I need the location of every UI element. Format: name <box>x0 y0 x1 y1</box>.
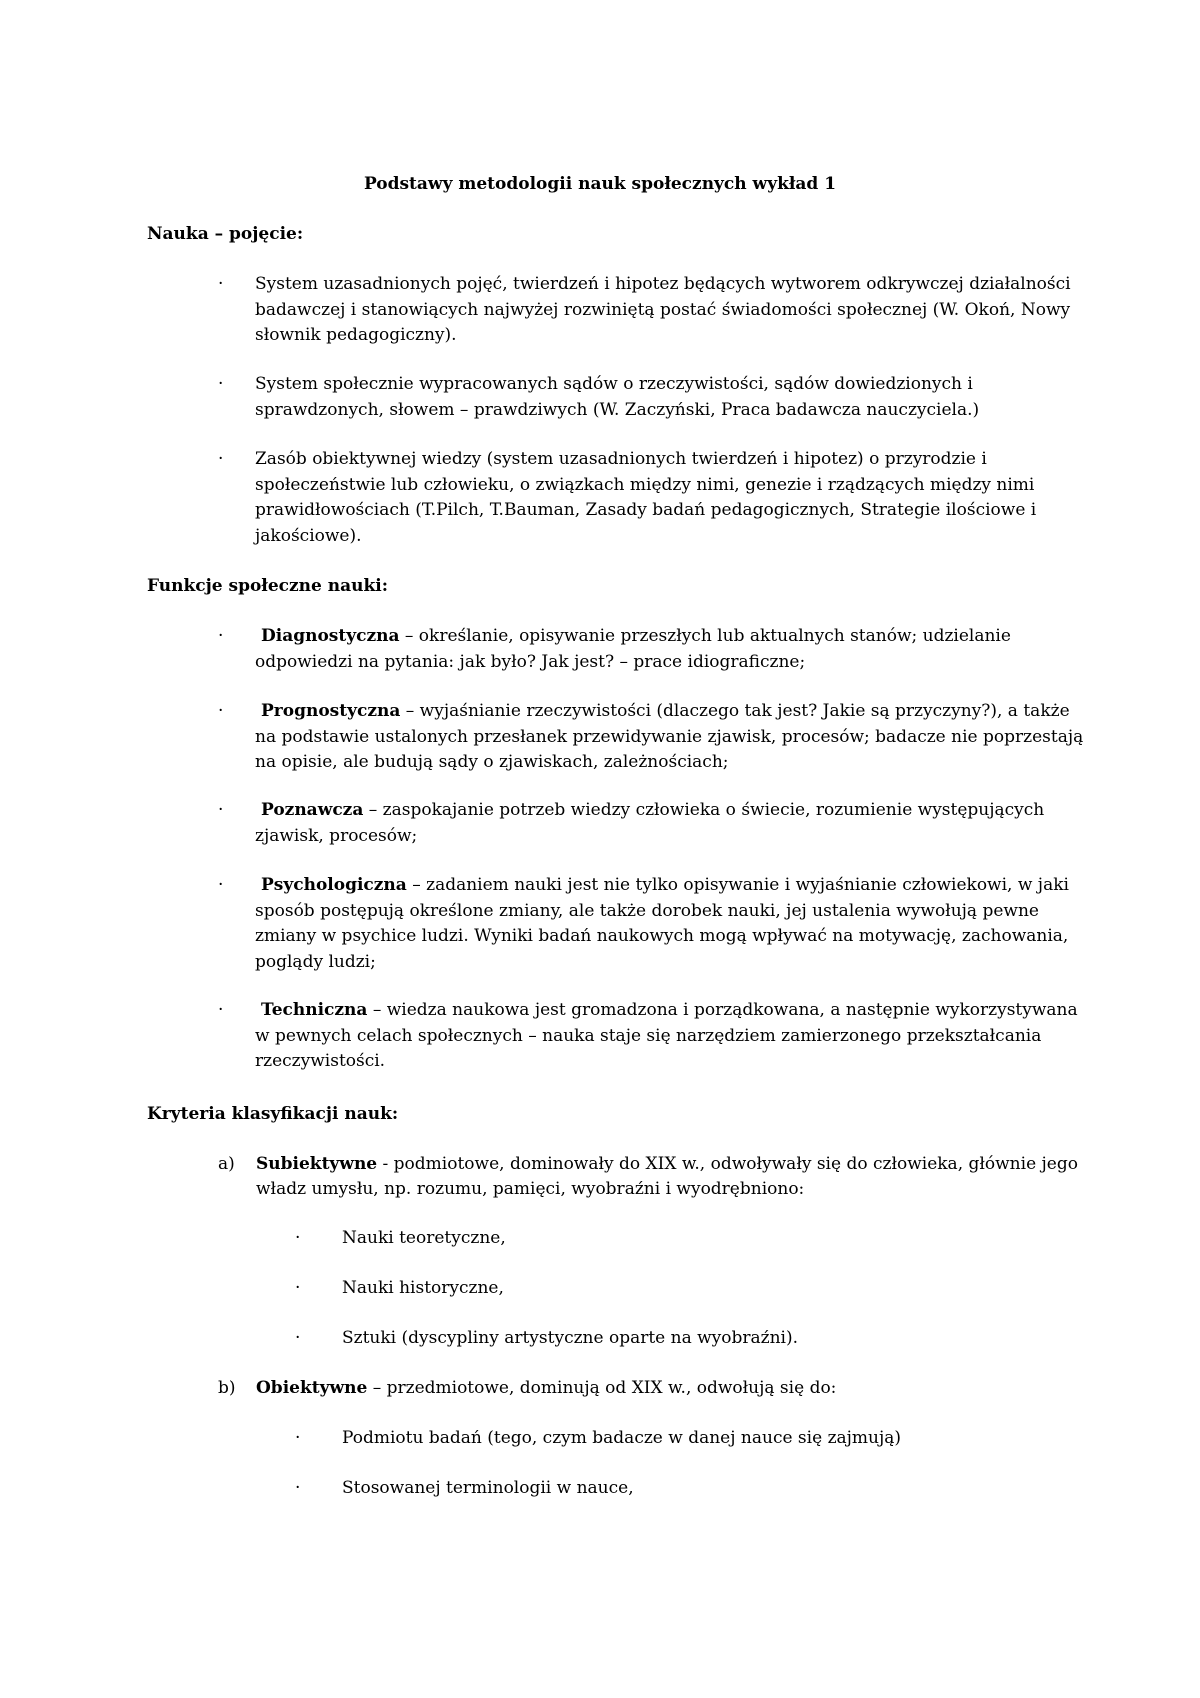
term-label: Diagnostyczna <box>261 626 400 646</box>
term-label: Poznawcza <box>261 800 364 820</box>
list-item-text: Sztuki (dyscypliny artystyczne oparte na wyobraźni). <box>342 1328 799 1348</box>
bullet-marker: · <box>218 626 224 646</box>
list-item <box>295 1476 1075 1500</box>
list-item <box>295 1426 1075 1450</box>
bullet-marker: · <box>218 701 224 721</box>
list-item <box>210 447 1090 549</box>
list-item <box>210 873 1090 975</box>
bullet-marker: · <box>218 274 224 294</box>
bullet-marker: · <box>295 1228 301 1248</box>
bullet-marker: · <box>218 1000 224 1020</box>
letter-marker: a) <box>218 1154 235 1174</box>
list-item-text: Subiektywne - podmiotowe, dominowały do XIX w., odwoływały się do człowieka, głównie jego władz umysłu, np. rozumu, pamięci, wyobraźni i wyodrębniono: <box>256 1154 1078 1199</box>
section-heading-funkcje: Funkcje społeczne nauki: <box>147 576 389 596</box>
letter-marker: b) <box>218 1378 236 1398</box>
list-item-text: Nauki teoretyczne, <box>342 1228 506 1248</box>
bullet-marker: · <box>295 1328 301 1348</box>
list-item <box>210 998 1090 1075</box>
list-item-text: Diagnostyczna – określanie, opisywanie przeszłych lub aktualnych stanów; udzielanie odpowiedzi na pytania: jak było? Jak jest? – prace idiograficzne; <box>255 626 1011 672</box>
list-item-text: Zasób obiektywnej wiedzy (system uzasadnionych twierdzeń i hipotez) o przyrodzie i społeczeństwie lub człowieku, o związkach między nimi, genezie i rządzących między nimi prawidłowościach (T.Pilch, T.Bauman, Zasady badań pedagogicznych, Strategie ilościowe i jakościowe). <box>255 449 1037 546</box>
list-item <box>295 1226 1075 1250</box>
list-item-text: System społecznie wypracowanych sądów o rzeczywistości, sądów dowiedzionych i sprawdzonych, słowem – prawdziwych (W. Zaczyński, Praca badawcza nauczyciela.) <box>255 374 980 420</box>
bullet-marker: · <box>218 875 224 895</box>
bullet-marker: · <box>295 1428 301 1448</box>
list-item-text: Stosowanej terminologii w nauce, <box>342 1478 634 1498</box>
list-item-text: Prognostyczna – wyjaśnianie rzeczywistości (dlaczego tak jest? Jakie są przyczyny?), a także na podstawie ustalonych przesłanek przewidywanie zjawisk, procesów; badacze nie poprzestają na opisie, ale budują sądy o zjawiskach, zależnościach; <box>255 701 1084 772</box>
list-item <box>295 1326 1075 1350</box>
section-heading-nauka: Nauka – pojęcie: <box>147 224 304 244</box>
term-label: Subiektywne <box>256 1154 378 1174</box>
list-item <box>295 1276 1075 1300</box>
list-item-text: Obiektywne – przedmiotowe, dominują od XIX w., odwołują się do: <box>256 1378 837 1398</box>
bullet-marker: · <box>218 449 224 469</box>
list-item <box>210 798 1090 849</box>
bullet-marker: · <box>295 1278 301 1298</box>
section-heading-kryteria: Kryteria klasyfikacji nauk: <box>147 1104 399 1124</box>
term-label: Psychologiczna <box>261 875 407 895</box>
list-item-text: Nauki historyczne, <box>342 1278 504 1298</box>
document-title: Podstawy metodologii nauk społecznych wykład 1 <box>363 174 837 194</box>
bullet-marker: · <box>218 800 224 820</box>
list-item-text: Podmiotu badań (tego, czym badacze w danej nauce się zajmują) <box>342 1428 902 1448</box>
list-item <box>210 624 1090 675</box>
list-item-text: Psychologiczna – zadaniem nauki jest nie tylko opisywanie i wyjaśnianie człowiekowi, w jaki sposób postępują określone zmiany, ale także dorobek nauki, jej ustalenia wywołują pewne zmiany w psychice ludzi. Wyniki badań naukowych mogą wpływać na motywację, zachowania, poglądy ludzi; <box>255 875 1069 972</box>
bullet-marker: · <box>295 1478 301 1498</box>
list-item-text: Techniczna – wiedza naukowa jest gromadzona i porządkowana, a następnie wykorzystywana w pewnych celach społecznych – nauka staje się narzędziem zamierzonego przekształcania rzeczywistości. <box>255 1000 1078 1071</box>
bullet-marker: · <box>218 374 224 394</box>
list-item <box>210 272 1090 349</box>
list-item <box>210 699 1090 776</box>
term-label: Obiektywne <box>256 1378 368 1398</box>
list-item <box>210 372 1090 423</box>
list-item-text: System uzasadnionych pojęć, twierdzeń i hipotez będących wytworem odkrywczej działalności badawczej i stanowiących najwyżej rozwiniętą postać świadomości społecznej (W. Okoń, Nowy słownik pedagogiczny). <box>255 274 1071 345</box>
lettered-item-a <box>218 1152 1078 1201</box>
list-item-text: Poznawcza – zaspokajanie potrzeb wiedzy człowieka o świecie, rozumienie występujących zjawisk, procesów; <box>255 800 1045 846</box>
term-label: Techniczna <box>261 1000 368 1020</box>
lettered-item-b <box>218 1376 1078 1401</box>
term-label: Prognostyczna <box>261 701 401 721</box>
